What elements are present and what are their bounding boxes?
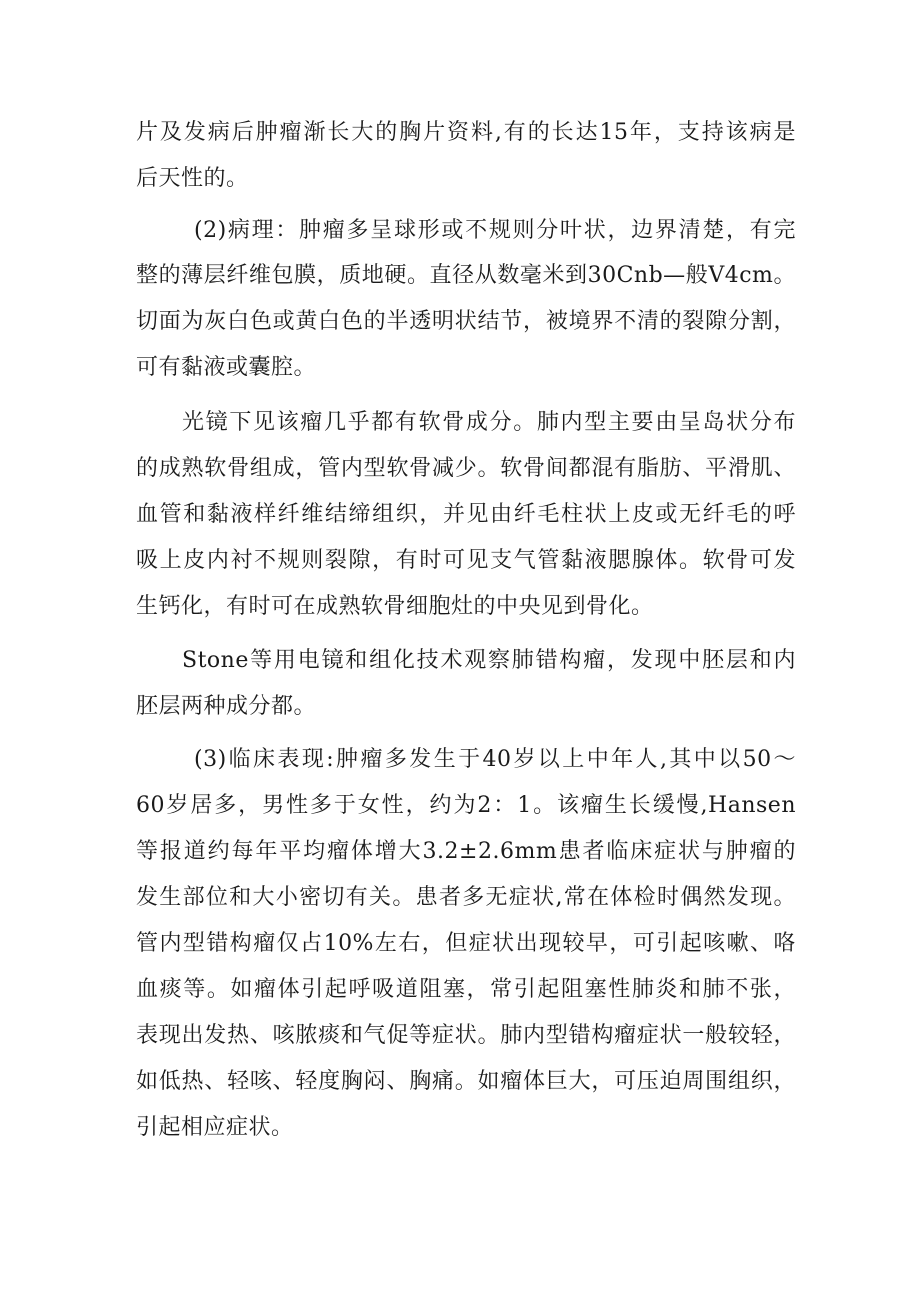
text-line: 血痰等。如瘤体引起呼吸道阻塞，常引起阻塞性肺炎和肺不张， [136, 977, 796, 1002]
text-line: 生钙化，有时可在成熟软骨细胞灶的中央见到骨化。 [136, 594, 654, 619]
text-line: 发生部位和大小密切有关。患者多无症状,常在体检时偶然发现。 [136, 885, 796, 910]
text-line: 后天性的。 [136, 166, 249, 191]
text-line: (3)临床表现:肿瘤多发生于40岁以上中年人,其中以50～ [194, 747, 796, 772]
text-line: 整的薄层纤维包膜，质地硬。直径从数毫米到30Cnb—般V4cm。 [136, 263, 796, 288]
text-line: 如低热、轻咳、轻度胸闷、胸痛。如瘤体巨大，可压迫周围组织， [136, 1069, 796, 1094]
text-line: Stone等用电镜和组化技术观察肺错构瘤，发现中胚层和内 [182, 648, 796, 673]
text-line: 管内型错构瘤仅占10%左右，但症状出现较早，可引起咳嗽、咯 [136, 931, 796, 956]
text-line: 等报道约每年平均瘤体增大3.2±2.6mm患者临床症状与肿瘤的 [136, 839, 796, 864]
text-line: 可有黏液或囊腔。 [136, 355, 317, 380]
text-line: (2)病理：肿瘤多呈球形或不规则分叶状，边界清楚，有完 [194, 218, 796, 243]
text-line: 吸上皮内衬不规则裂隙，有时可见支气管黏液腮腺体。软骨可发 [136, 548, 796, 573]
text-line: 光镜下见该瘤几乎都有软骨成分。肺内型主要由呈岛状分布 [182, 410, 796, 435]
text-line: 引起相应症状。 [136, 1115, 294, 1140]
text-line: 胚层两种成分都。 [136, 694, 317, 719]
text-line: 的成熟软骨组成，管内型软骨减少。软骨间都混有脂肪、平滑肌、 [136, 456, 796, 481]
text-line: 血管和黏液样纤维结缔组织，并见由纤毛柱状上皮或无纤毛的呼 [136, 502, 796, 527]
text-line: 切面为灰白色或黄白色的半透明状结节，被境界不清的裂隙分割， [136, 309, 796, 334]
text-line: 表现出发热、咳脓痰和气促等症状。肺内型错构瘤症状一般较轻， [136, 1023, 796, 1048]
text-line: 60岁居多，男性多于女性，约为2：1。该瘤生长缓慢,Hansen [136, 793, 796, 818]
text-line: 片及发病后肿瘤渐长大的胸片资料,有的长达15年，支持该病是 [136, 120, 796, 145]
